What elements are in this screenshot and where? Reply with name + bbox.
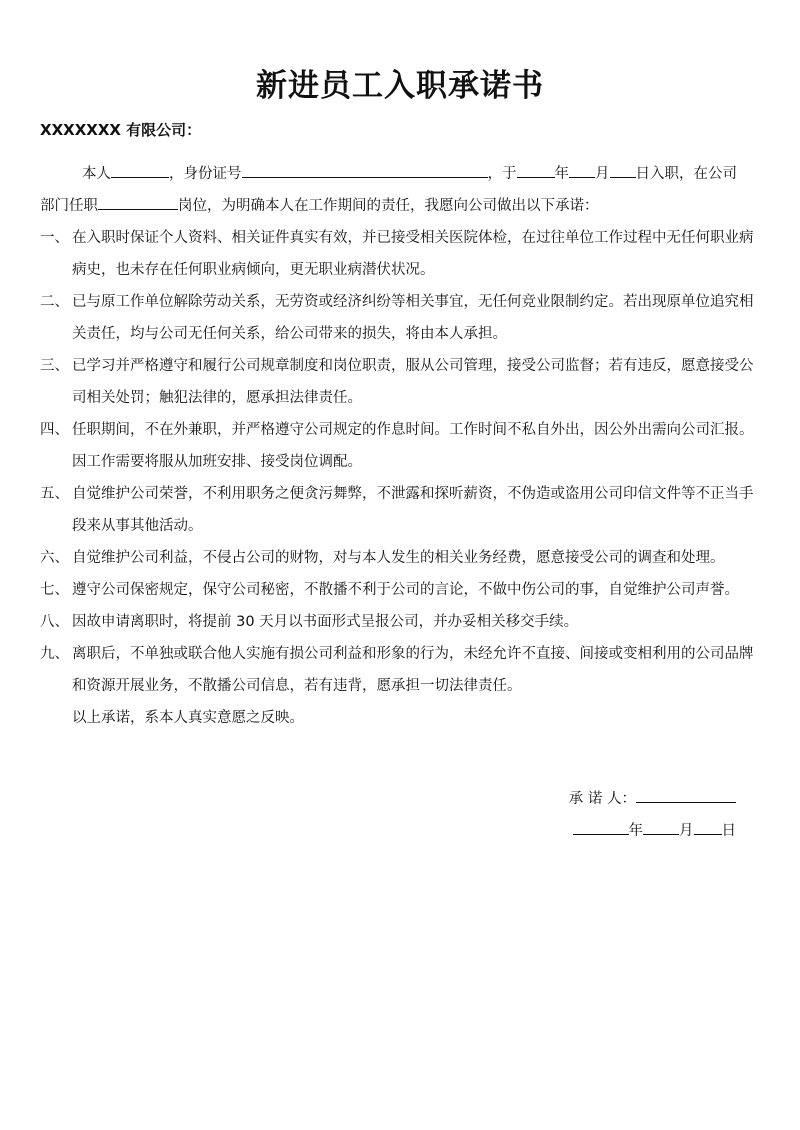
sign-month-label: 月 xyxy=(679,823,694,839)
year-blank xyxy=(517,163,555,178)
clause-text: 已与原工作单位解除劳动关系，无劳资或经济纠纷等相关事宜，无任何竞业限制约定。若出现原单位追究相关责任，均与公司无任何关系，给公司带来的损失，将由本人承担。 xyxy=(72,294,754,342)
clause-number: 三、 xyxy=(40,358,69,374)
clause-text: 已学习并严格遵守和履行公司规章制度和岗位职责，服从公司管理，接受公司监督；若有违反，愿意接受公司相关处罚；触犯法律的，愿承担法律责任。 xyxy=(72,358,754,406)
signer-row xyxy=(569,783,736,815)
day-blank xyxy=(610,163,636,178)
sign-day-label: 日 xyxy=(721,823,736,839)
clause-list xyxy=(40,222,762,702)
clause-number: 五、 xyxy=(40,486,69,502)
clause-number: 一、 xyxy=(40,230,69,246)
document-body xyxy=(40,158,762,734)
clause-item xyxy=(40,638,762,702)
name-blank xyxy=(111,163,169,178)
clause-item xyxy=(40,222,762,286)
clause-text: 任职期间，不在外兼职，并严格遵守公司规定的作息时间。工作时间不私自外出，因公外出需向公司汇报。因工作需要将服从加班安排、接受岗位调配。 xyxy=(72,422,754,470)
document-title: 新进员工入职承诺书 xyxy=(256,68,544,104)
salutation: XXXXXXX 有限公司： xyxy=(40,121,202,139)
intro-paragraph xyxy=(40,158,762,190)
sign-year-label: 年 xyxy=(628,823,643,839)
sign-year-blank xyxy=(573,820,629,835)
clause-text: 遵守公司保密规定，保守公司秘密，不散播不利于公司的言论，不做中伤公司的事，自觉维护公司声誉。 xyxy=(72,582,739,598)
intro-text-6: 日入职，在公司 xyxy=(635,166,737,182)
intro-text-7: 部门任职 xyxy=(40,198,98,214)
department-blank xyxy=(98,195,178,210)
intro-text-1: 本人 xyxy=(82,166,111,182)
signer-label: 承 诺 人： xyxy=(568,791,636,807)
clause-item xyxy=(40,478,762,542)
intro-text-3: ，于 xyxy=(487,166,517,182)
clause-text: 离职后，不单独或联合他人实施有损公司利益和形象的行为，未经允许不直接、间接或变相利用的公司品牌和资源开展业务，不散播公司信息，若有违背，愿承担一切法律责任。 xyxy=(72,646,754,694)
sign-month-blank xyxy=(643,820,679,835)
clause-number: 八、 xyxy=(40,614,69,630)
clause-text: 因故申请离职时，将提前 30 天月以书面形式呈报公司，并办妥相关移交手续。 xyxy=(72,614,579,630)
closing-statement: 以上承诺，系本人真实意愿之反映。 xyxy=(72,710,304,726)
sign-day-blank xyxy=(694,820,722,835)
clause-number: 七、 xyxy=(40,582,69,598)
clause-item xyxy=(40,542,762,574)
clause-number: 四、 xyxy=(40,422,69,438)
date-row xyxy=(569,815,736,847)
intro-paragraph-line2 xyxy=(40,190,762,222)
clause-text: 自觉维护公司利益，不侵占公司的财物，对与本人发生的相关业务经费，愿意接受公司的调查和处理。 xyxy=(72,550,725,566)
intro-text-2: ，身份证号 xyxy=(169,166,242,182)
id-number-blank xyxy=(242,163,488,178)
signature-block xyxy=(569,783,736,847)
clause-item xyxy=(40,286,762,350)
clause-text: 自觉维护公司荣誉，不利用职务之便贪污舞弊，不泄露和探听薪资，不伪造或盗用公司印信文件等不正当手段来从事其他活动。 xyxy=(72,486,754,534)
clause-text: 在入职时保证个人资料、相关证件真实有效，并已接受相关医院体检，在过往单位工作过程中无任何职业病病史，也未存在任何职业病倾向，更无职业病潜伏状况。 xyxy=(72,230,754,278)
signer-blank xyxy=(636,788,736,803)
clause-item xyxy=(40,350,762,414)
clause-item xyxy=(40,574,762,606)
month-blank xyxy=(569,163,595,178)
intro-text-5: 月 xyxy=(595,166,610,182)
intro-text-4: 年 xyxy=(554,166,569,182)
clause-number: 六、 xyxy=(40,550,69,566)
clause-number: 二、 xyxy=(40,294,69,310)
intro-text-8: 岗位，为明确本人在工作期间的责任，我愿向公司做出以下承诺： xyxy=(178,198,599,214)
clause-item xyxy=(40,414,762,478)
clause-item xyxy=(40,606,762,638)
clause-number: 九、 xyxy=(40,646,69,662)
